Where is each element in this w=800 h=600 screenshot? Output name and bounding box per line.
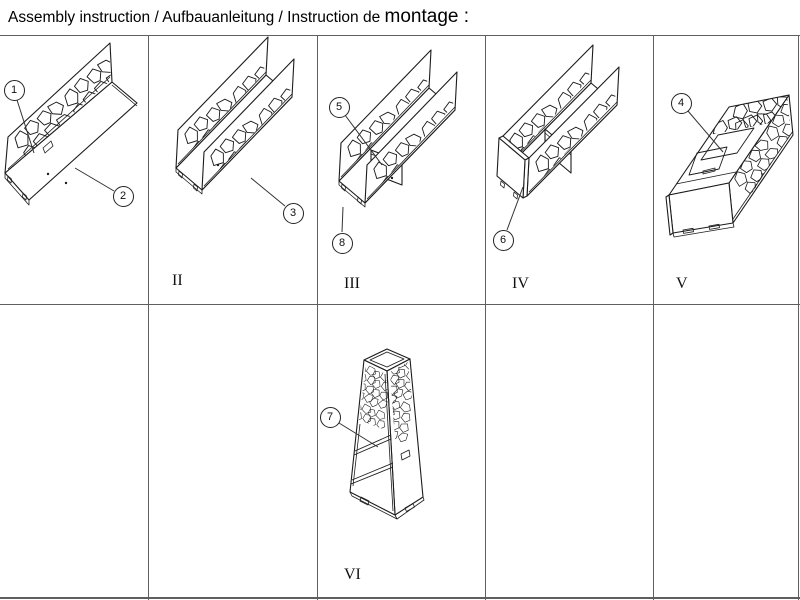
step-2-drawing (148, 35, 317, 304)
step-panel-4 (485, 35, 653, 304)
step-6-drawing (317, 304, 485, 600)
callout-3-number: 3 (289, 207, 297, 219)
step-panel-2 (148, 35, 317, 304)
step-1-drawing (0, 35, 148, 304)
step-5-label: V (676, 275, 688, 292)
step-2-label: II (172, 272, 183, 289)
step-panel-1 (0, 35, 148, 304)
callout-4-number: 4 (677, 97, 685, 109)
step-4-label: IV (512, 275, 529, 292)
step-3-drawing (317, 35, 485, 304)
page-title-main: Assembly instruction / Aufbauanleitung / Instruction de (8, 9, 385, 26)
step-6-label: VI (344, 566, 361, 583)
step-panel-3 (317, 35, 485, 304)
step-4-drawing (485, 35, 653, 304)
step-panel-5 (653, 35, 800, 304)
step-5-drawing (653, 35, 800, 304)
callout-1 (4, 80, 25, 101)
step-panel-6 (317, 304, 485, 600)
callout-5-number: 5 (335, 101, 343, 113)
page-title (8, 4, 469, 31)
callout-6 (493, 230, 514, 251)
callout-4 (671, 93, 692, 114)
callout-8 (332, 233, 353, 254)
callout-8-number: 8 (338, 237, 346, 249)
step-3-label: III (344, 275, 360, 292)
callout-5 (329, 97, 350, 118)
callout-2 (113, 186, 134, 207)
callout-2-number: 2 (119, 190, 127, 202)
callout-1-number: 1 (10, 84, 18, 96)
callout-3 (283, 203, 304, 224)
callout-7 (320, 407, 341, 428)
callout-6-number: 6 (499, 234, 507, 246)
page-title-emphasis: montage : (384, 6, 470, 27)
callout-7-number: 7 (326, 411, 334, 423)
